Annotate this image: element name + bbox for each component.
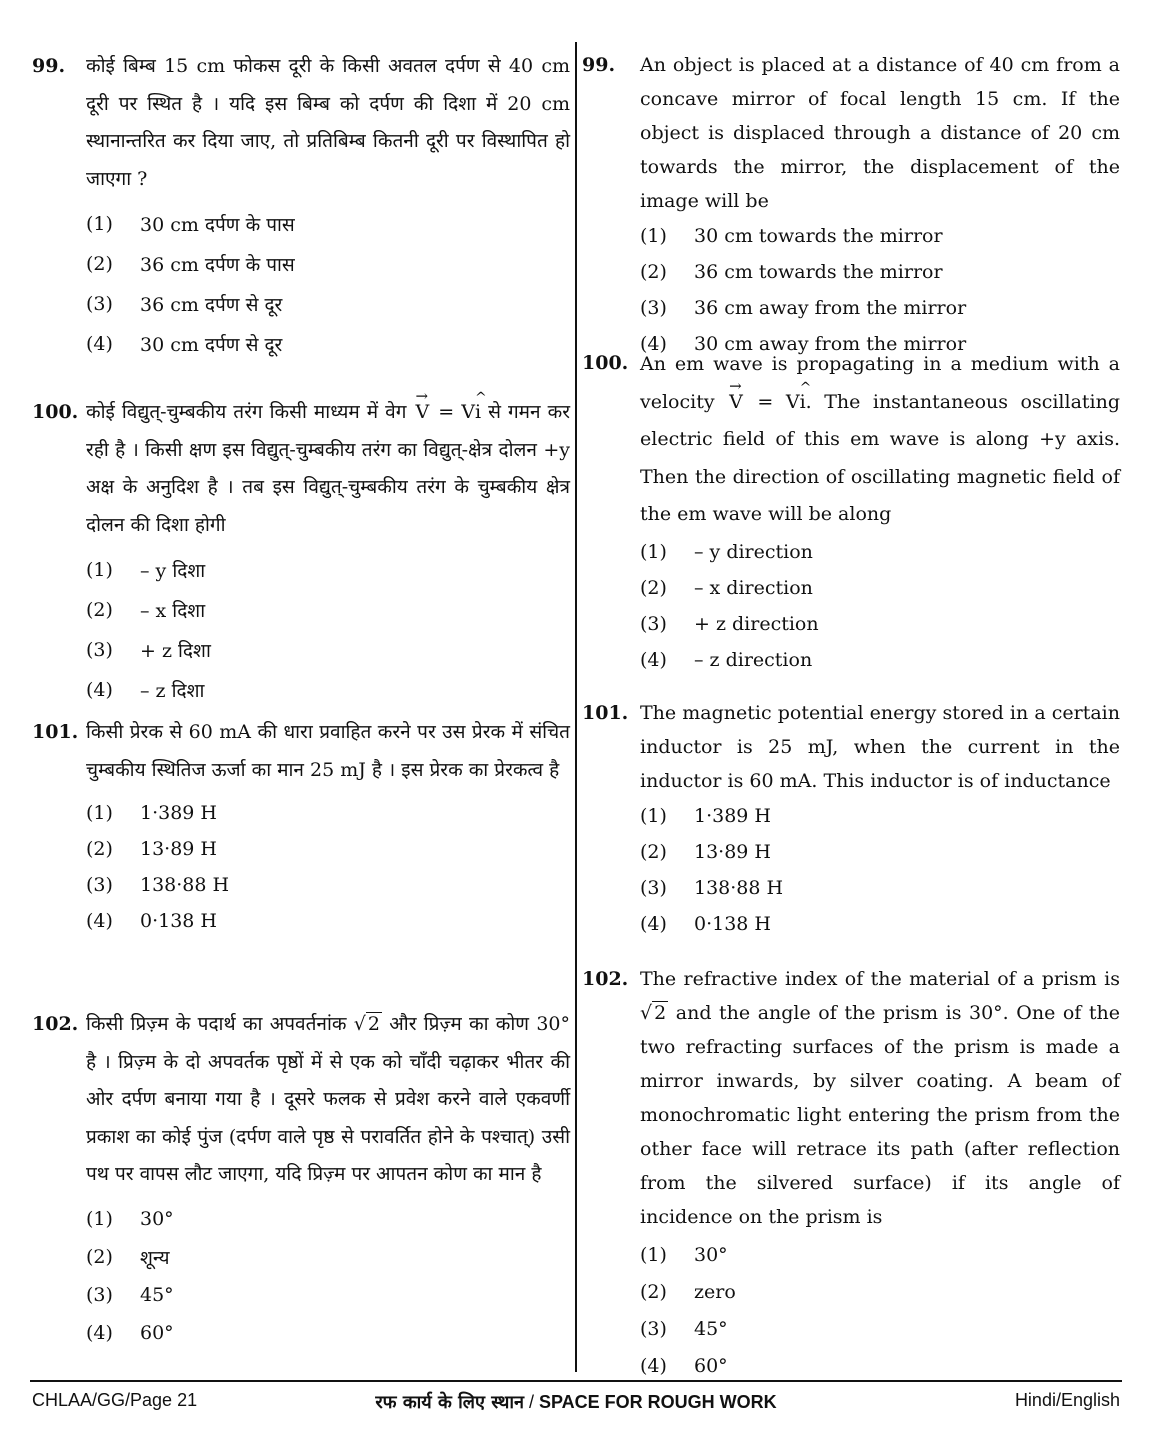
option-1: (1) 30 cm दर्पण के पास — [86, 213, 295, 236]
option-4: (4) 30 cm दर्पण से दूर — [86, 333, 283, 356]
unit-vector-i: ^ i — [474, 390, 487, 423]
options-list — [86, 795, 570, 939]
option-1: (1) 30° — [640, 1243, 728, 1266]
rough-work-label: रफ कार्य के लिए स्थान / SPACE FOR ROUGH WORK — [375, 1392, 777, 1413]
option-3: (3) 45° — [640, 1317, 728, 1340]
question-102-hindi — [32, 1006, 570, 1352]
option-3: (3) 138·88 H — [86, 874, 230, 896]
language-label: Hindi/English — [1014, 1390, 1120, 1410]
option-4: (4) – z दिशा — [86, 679, 205, 702]
vector-v: → V — [729, 376, 743, 413]
question-text: कोई विद्युत्-चुम्बकीय तरंग किसी माध्यम में वेग → V = V ^ i से गमन कर रही है । किसी क्षण इस विद्युत्-चुम्बकीय तरंग का विद्युत्-क्षेत्र दोलन +y अक्ष के अनुदिश है । तब इस विद्युत्-चुम्बकीय तरंग के चुम्बकीय क्षेत्र दोलन की दिशा होगी — [86, 387, 570, 536]
option-1: (1) – y direction — [640, 540, 813, 563]
question-number: 101. — [32, 721, 79, 743]
option-4: (4) 30 cm away from the mirror — [640, 333, 967, 355]
question-text: An object is placed at a distance of 40 cm from a concave mirror of focal length 15 cm. If the object is displaced through a distance of 20 cm towards the mirror, the displacement of the image will be — [640, 54, 1120, 212]
options-list — [640, 534, 1120, 678]
question-number: 102. — [582, 968, 629, 990]
option-3: (3) 45° — [86, 1283, 174, 1306]
question-102-english — [582, 962, 1120, 1384]
question-text: The magnetic potential energy stored in a certain inductor is 25 mJ, when the current in the inductor is 60 mA. This inductor is of inductance — [640, 702, 1120, 792]
option-2: (2) 13·89 H — [86, 838, 218, 860]
option-2: (2) 36 cm दर्पण के पास — [86, 253, 295, 276]
question-text: किसी प्रेरक से 60 mA की धारा प्रवाहित करने पर उस प्रेरक में संचित चुम्बकीय स्थितिज ऊर्जा का मान 25 mJ है । इस प्रेरक का प्रेरकत्व है — [86, 721, 570, 781]
option-4: (4) 60° — [86, 1321, 174, 1344]
option-3: (3) 36 cm away from the mirror — [640, 297, 967, 319]
option-1: (1) – y दिशा — [86, 559, 206, 582]
option-1: (1) 1·389 H — [640, 805, 772, 827]
question-text: किसी प्रिज़्म के पदार्थ का अपवर्तनांक √ 2 और प्रिज़्म का कोण 30° है । प्रिज़्म के दो अपवर्तक पृष्ठों में से एक को चाँदी चढ़ाकर भीतर की ओर दर्पण बनाया गया है । दूसरे फलक से प्रवेश करने वाले एकवर्णी प्रकाश का कोई पुंज (दर्पण वाले पृष्ठ से परावर्तित होने के पश्चात्) उसी पथ पर वापस लौट जाएगा, यदि प्रिज़्म पर आपतन कोण का मान है — [86, 1006, 570, 1194]
options-list — [86, 1200, 570, 1352]
question-text: The refractive index of the material of a prism is √ 2 and the angle of the prism is 30°. One of the two refracting surfaces of the prism is made a mirror inwards, by silver coating. A beam of monochromatic light entering the prism from the other face will retrace its path (after reflection from the silvered surface) if its angle of incidence on the prism is — [640, 968, 1121, 1228]
question-number: 100. — [582, 352, 629, 374]
options-list — [86, 204, 570, 364]
option-4: (4) 0·138 H — [640, 913, 772, 935]
option-4: (4) – z direction — [640, 648, 813, 671]
question-number: 101. — [582, 702, 629, 724]
option-2: (2) 13·89 H — [640, 841, 772, 863]
question-100-english — [582, 346, 1120, 672]
sqrt-symbol: √ 2 — [353, 1013, 380, 1035]
option-3: (3) + z दिशा — [86, 639, 211, 662]
hindi-column — [32, 48, 570, 1352]
sqrt-symbol: √ 2 — [640, 1002, 667, 1024]
option-3: (3) 36 cm दर्पण से दूर — [86, 293, 283, 316]
question-101-english — [582, 696, 1120, 942]
option-2: (2) 36 cm towards the mirror — [640, 261, 943, 283]
options-list — [640, 218, 1120, 362]
column-divider — [575, 42, 577, 1372]
option-2: (2) शून्य — [86, 1245, 170, 1269]
english-column — [582, 48, 1120, 1384]
options-list — [86, 550, 570, 710]
option-2: (2) zero — [640, 1280, 736, 1303]
option-2: (2) – x direction — [640, 576, 813, 599]
option-4: (4) 60° — [640, 1354, 728, 1377]
question-text: कोई बिम्ब 15 cm फोकस दूरी के किसी अवतल दर्पण से 40 cm दूरी पर स्थित है । यदि इस बिम्ब को दर्पण की दिशा में 20 cm स्थानान्तरित कर दिया जाए, तो प्रतिबिम्ब कितनी दूरी पर विस्थापित हो जाएगा ? — [86, 55, 570, 190]
options-list — [640, 1236, 1120, 1384]
unit-vector-i: ^ i — [799, 379, 812, 413]
vector-v: → V — [415, 387, 430, 423]
question-99-hindi — [32, 48, 570, 360]
question-text: An em wave is propagating in a medium with a velocity → V = V ^ i. The instantaneous oscillating electric field of this em wave is along +y axis. Then the direction of oscillating magnetic field of the em wave will be along — [640, 353, 1121, 525]
option-2: (2) – x दिशा — [86, 599, 206, 622]
question-101-hindi — [32, 714, 570, 976]
page-footer — [32, 1390, 1120, 1414]
option-4: (4) 0·138 H — [86, 910, 218, 932]
question-number: 99. — [32, 55, 66, 77]
options-list — [640, 798, 1120, 942]
option-3: (3) 138·88 H — [640, 877, 784, 899]
question-number: 99. — [582, 54, 616, 76]
option-1: (1) 30° — [86, 1207, 174, 1230]
option-3: (3) + z direction — [640, 612, 819, 635]
question-99-english — [582, 48, 1120, 355]
option-1: (1) 1·389 H — [86, 802, 218, 824]
page-code: CHLAA/GG/Page 21 — [32, 1390, 198, 1410]
question-number: 100. — [32, 401, 79, 423]
footer-rule — [30, 1380, 1122, 1382]
question-number: 102. — [32, 1013, 79, 1035]
question-100-hindi — [32, 387, 570, 702]
option-1: (1) 30 cm towards the mirror — [640, 225, 943, 247]
